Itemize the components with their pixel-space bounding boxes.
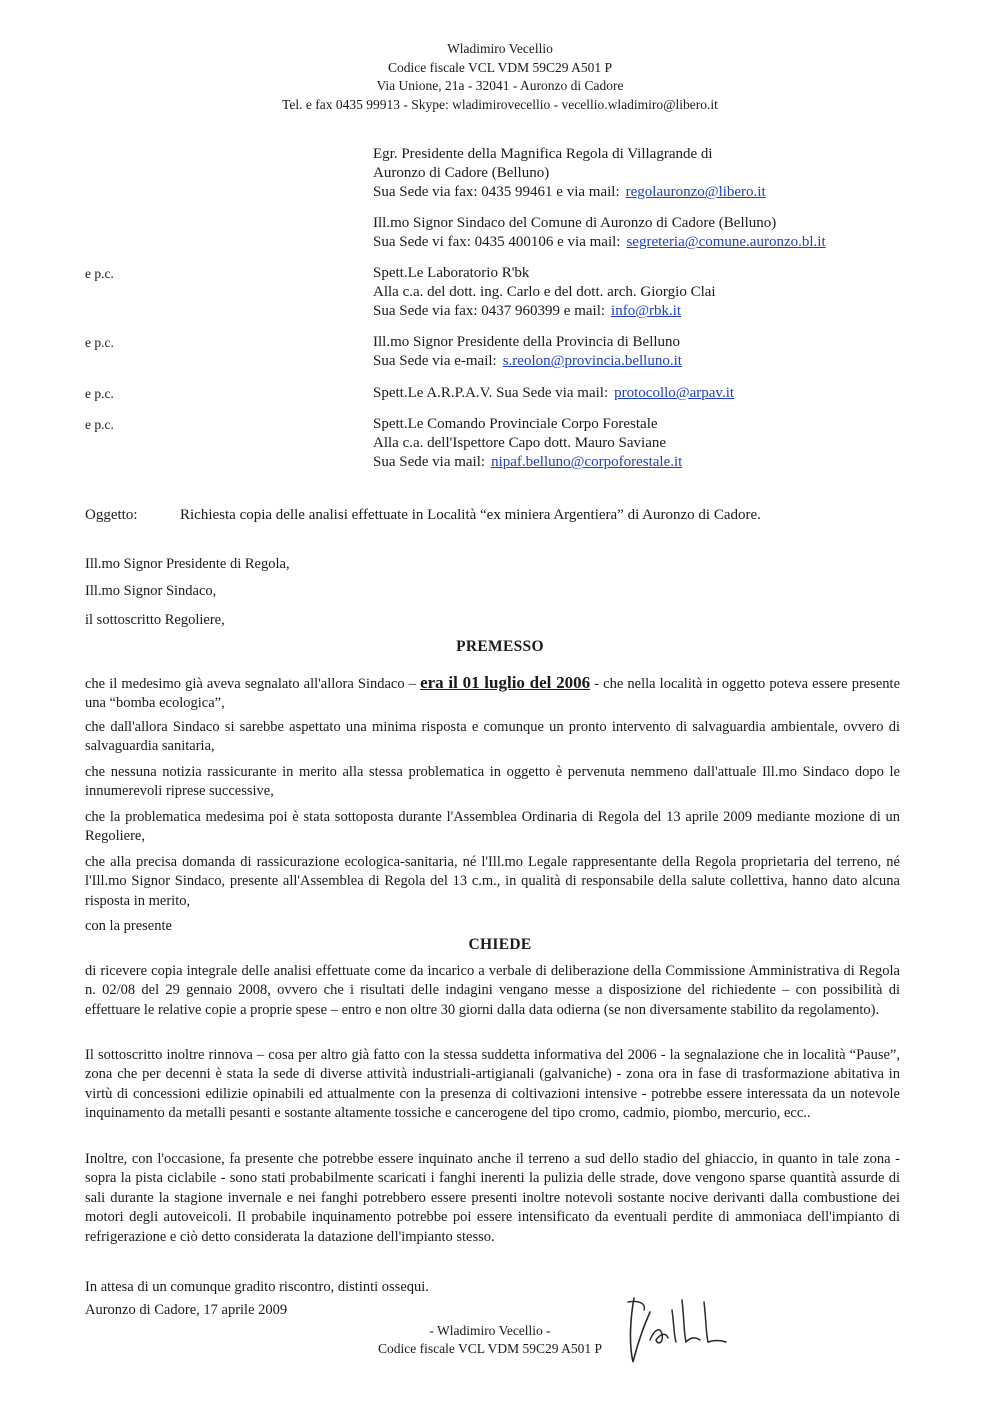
subject-label: Oggetto: <box>85 507 138 523</box>
premesso-paragraph: che dall'allora Sindaco si sarebbe aspettato una minima risposta e comunque un pronto intervento di salvaguardia ambientale, ovvero di salvaguardia sanitaria, <box>85 719 900 755</box>
recipient-line: Ill.mo Signor Presidente della Provincia di Belluno <box>373 334 681 350</box>
signatory-name: - Wladimiro Vecellio - <box>429 1323 551 1338</box>
email-link[interactable]: s.reolon@provincia.belluno.it <box>502 353 682 369</box>
recipient-line: Alla c.a. del dott. ing. Carlo e del dott. arch. Giorgio Clai <box>373 284 716 300</box>
email-link[interactable]: nipaf.belluno@corpoforestale.it <box>491 454 683 470</box>
recipient-line: Ill.mo Signor Sindaco del Comune di Auronzo di Cadore (Belluno) <box>373 215 777 231</box>
recipient-line: Sua Sede via fax: 0437 960399 e mail: info@rbk.it <box>373 303 682 319</box>
highlight-date: era il 01 luglio del 2006 <box>420 673 591 692</box>
sender-name: Wladimiro Vecellio <box>447 41 553 56</box>
chiede-paragraph: Inoltre, con l'occasione, fa presente che potrebbe essere inquinato anche il terreno a sud dello stadio del ghiaccio, in quanto in tale zona - sopra la pista ciclabile - sono stati probabilmente scaricati i fanghi inerenti la pulizia delle strade, dove vengono sparse quantità assurde di sali durante la stagione invernale e nei fanghi potrebbero essere presenti inoltre notevoli sostante nocive derivanti dalla combustione dei motori degli autoveicoli. Il probabile inquinamento potrebbe poi essere intensificato da eventuali perdite di ammoniaca dell'impianto di refrigerazione e ciò detto considerata la datazione dell'impianto stesso. <box>85 1151 900 1245</box>
epc-label: e p.c. <box>85 417 114 432</box>
recipient-line: Egr. Presidente della Magnifica Regola di Villagrande di <box>373 146 713 162</box>
epc-label: e p.c. <box>85 335 114 350</box>
premesso-paragraph: con la presente <box>85 918 172 934</box>
letterhead <box>0 40 1000 114</box>
salutation-line: Ill.mo Signor Sindaco, <box>85 583 217 599</box>
signatory-codice-fiscale: Codice fiscale VCL VDM 59C29 A501 P <box>378 1341 602 1356</box>
epc-label: e p.c. <box>85 386 114 401</box>
salutation-line: il sottoscritto Regoliere, <box>85 612 225 628</box>
sender-address: Via Unione, 21a - 32041 - Auronzo di Cadore <box>376 78 624 93</box>
heading-premesso: PREMESSO <box>456 638 544 655</box>
recipient-line: Spett.Le A.R.P.A.V. Sua Sede via mail: protocollo@arpav.it <box>373 385 735 401</box>
recipient-line: Sua Sede via fax: 0435 99461 e via mail: regolauronzo@libero.it <box>373 184 766 200</box>
heading-chiede: CHIEDE <box>468 936 532 953</box>
epc-label: e p.c. <box>85 266 114 281</box>
premesso-paragraph: che il medesimo già aveva segnalato all'allora Sindaco – era il 01 luglio del 2006 - che nella località in oggetto poteva essere presente una “bomba ecologica”, <box>85 673 901 712</box>
sender-contact: Tel. e fax 0435 99913 - Skype: wladimirovecellio - vecellio.wladimiro@libero.it <box>282 96 718 112</box>
email-link[interactable]: segreteria@comune.auronzo.bl.it <box>626 234 826 250</box>
chiede-paragraph: Il sottoscritto inoltre rinnova – cosa per altro già fatto con la stessa suddetta informativa del 2006 - la segnalazione che in località “Pause”, zona che per decenni è stata la sede di diverse attività industriali-artigianali (galvaniche) - zona ora in fase di trasformazione abitativa in virtù di concessioni edilizie opinabili ed attualmente con la presenza di coltivazioni intensive - potrebbe essere interessata da un notevole inquinamento da metalli pesanti e sostante altamente tossiche e cancerogene del tipo cromo, cadmio, piombo, mercurio, ecc.. <box>85 1047 900 1122</box>
recipient-line: Spett.Le Laboratorio R'bk <box>373 265 530 281</box>
recipient-line: Sua Sede via mail: nipaf.belluno@corpoforestale.it <box>373 454 683 470</box>
email-link[interactable]: protocollo@arpav.it <box>614 385 735 401</box>
salutation-line: Ill.mo Signor Presidente di Regola, <box>85 556 290 572</box>
sender-codice-fiscale: Codice fiscale VCL VDM 59C29 A501 P <box>388 59 612 75</box>
recipient-line: Spett.Le Comando Provinciale Corpo Forestale <box>373 416 658 432</box>
recipient-line: Sua Sede via e-mail: s.reolon@provincia.belluno.it <box>373 353 682 369</box>
premesso-paragraph: che alla precisa domanda di rassicurazione ecologica-sanitaria, né l'Ill.mo Legale rappresentante della Regola proprietaria del terreno, né l'Ill.mo Signor Sindaco, presente all'Assemblea di Regola del 13 c.m., in qualità di responsabile della salute collettiva, hanno dato alcuna risposta in merito, <box>85 854 900 909</box>
signature-block <box>360 1322 620 1358</box>
email-link[interactable]: regolauronzo@libero.it <box>625 184 766 200</box>
premesso-paragraph: che nessuna notizia rassicurante in merito alla stessa problematica in oggetto è pervenuta nemmeno dall'attuale Ill.mo Sindaco dopo le innumerevoli riprese successive, <box>85 764 900 800</box>
closing-greeting: In attesa di un comunque gradito riscontro, distinti ossequi. <box>85 1279 429 1295</box>
handwritten-signature <box>620 1290 730 1370</box>
recipient-line: Auronzo di Cadore (Belluno) <box>373 165 550 181</box>
subject-line <box>85 507 761 524</box>
email-link[interactable]: info@rbk.it <box>611 303 682 319</box>
subject-text: Richiesta copia delle analisi effettuate in Località “ex miniera Argentiera” di Auronzo di Cadore. <box>180 507 761 523</box>
place-date: Auronzo di Cadore, 17 aprile 2009 <box>85 1302 288 1318</box>
recipient-line: Alla c.a. dell'Ispettore Capo dott. Mauro Saviane <box>373 435 667 451</box>
chiede-paragraph: di ricevere copia integrale delle analisi effettuate come da incarico a verbale di deliberazione della Commissione Amministrativa di Regola n. 02/08 del 29 gennaio 2008, ovvero che i risultati delle indagini vengano messe a disposizione del richiedente – con possibilità di effettuare le relative copie a proprie spese – entro e non oltre 30 giorni dalla data odierna (se non diversamente stabilito da regolamento). <box>85 963 900 1018</box>
recipient-line: Sua Sede vi fax: 0435 400106 e via mail: segreteria@comune.auronzo.bl.it <box>373 234 826 250</box>
premesso-paragraph: che la problematica medesima poi è stata sottoposta durante l'Assemblea Ordinaria di Regola del 13 aprile 2009 mediante mozione di un Regoliere, <box>85 809 900 845</box>
